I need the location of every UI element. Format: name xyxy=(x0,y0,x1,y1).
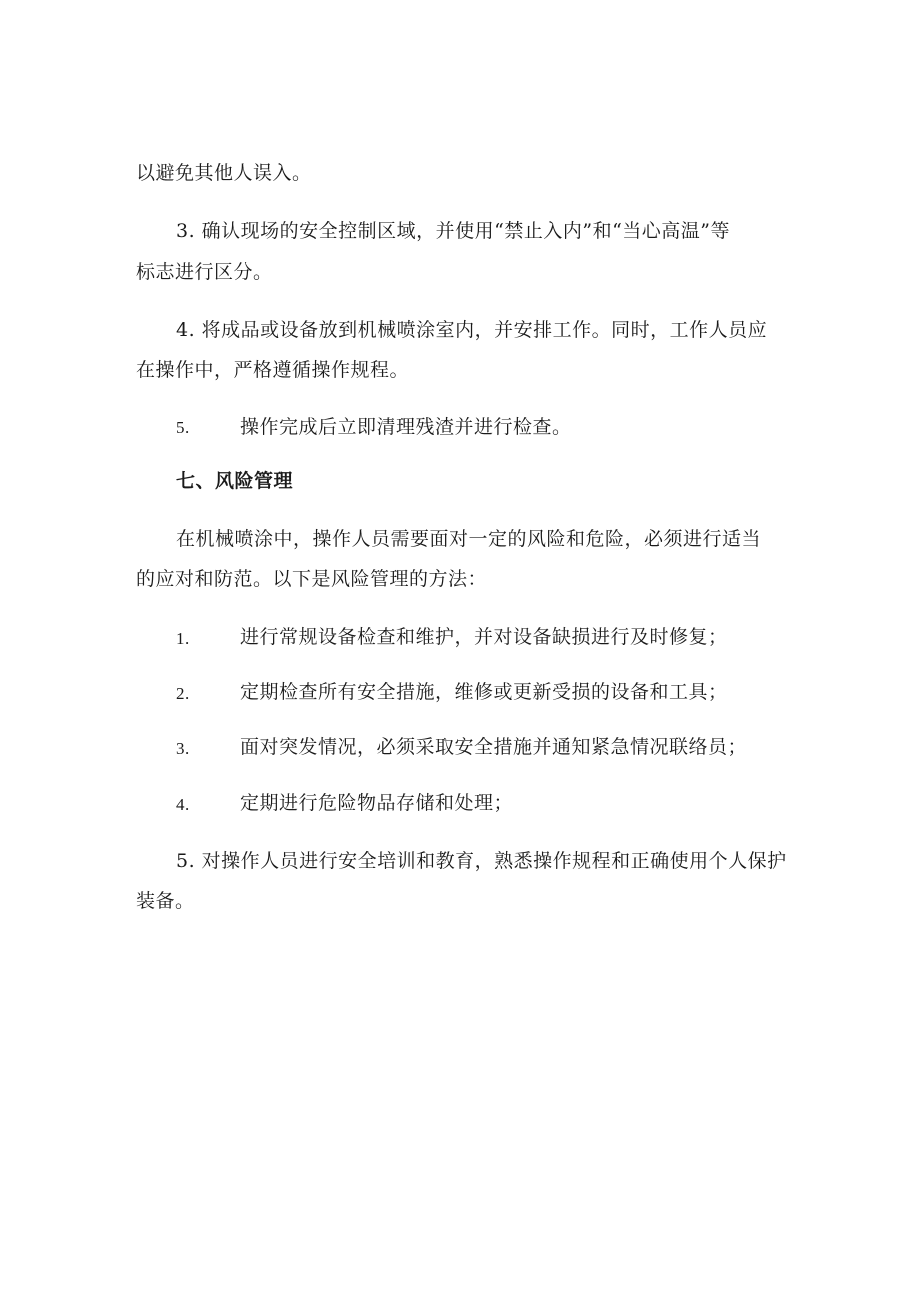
risk-item-4-text: 定期进行危险物品存储和处理； xyxy=(240,792,514,814)
list-item-4-line2: 在操作中，严格遵循操作规程。 xyxy=(136,359,410,381)
list-item-4-line1: 4. 将成品或设备放到机械喷涂室内，并安排工作。同时，工作人员应 xyxy=(176,319,768,341)
risk-item-2-text: 定期检查所有安全措施，维修或更新受损的设备和工具； xyxy=(240,681,728,703)
intro-line2: 的应对和防范。以下是风险管理的方法： xyxy=(136,568,488,590)
list-item-5-text: 操作完成后立即清理残渣并进行检查。 xyxy=(240,416,572,438)
list-item-3-line2: 标志进行区分。 xyxy=(136,261,273,283)
list-item-5-number: 5. xyxy=(176,418,190,437)
risk-item-3-number: 3. xyxy=(176,739,190,758)
list-item-5b-line1: 5. 对操作人员进行安全培训和教育，熟悉操作规程和正确使用个人保护 xyxy=(176,850,787,872)
risk-item-2-number: 2. xyxy=(176,684,190,703)
paragraph-continuation: 以避免其他人误入。 xyxy=(136,162,312,184)
risk-item-4-number: 4. xyxy=(176,795,190,814)
intro-line1: 在机械喷涂中，操作人员需要面对一定的风险和危险，必须进行适当 xyxy=(176,528,762,550)
risk-item-1-text: 进行常规设备检查和维护，并对设备缺损进行及时修复； xyxy=(240,626,728,648)
list-item-3-line1: 3. 确认现场的安全控制区域，并使用“禁止入内”和“当心高温”等 xyxy=(176,220,731,242)
risk-item-3-text: 面对突发情况，必须采取安全措施并通知紧急情况联络员； xyxy=(240,736,748,758)
section-heading: 七、风险管理 xyxy=(176,470,294,492)
list-item-5b-line2: 装备。 xyxy=(136,890,195,912)
risk-item-1-number: 1. xyxy=(176,629,190,648)
